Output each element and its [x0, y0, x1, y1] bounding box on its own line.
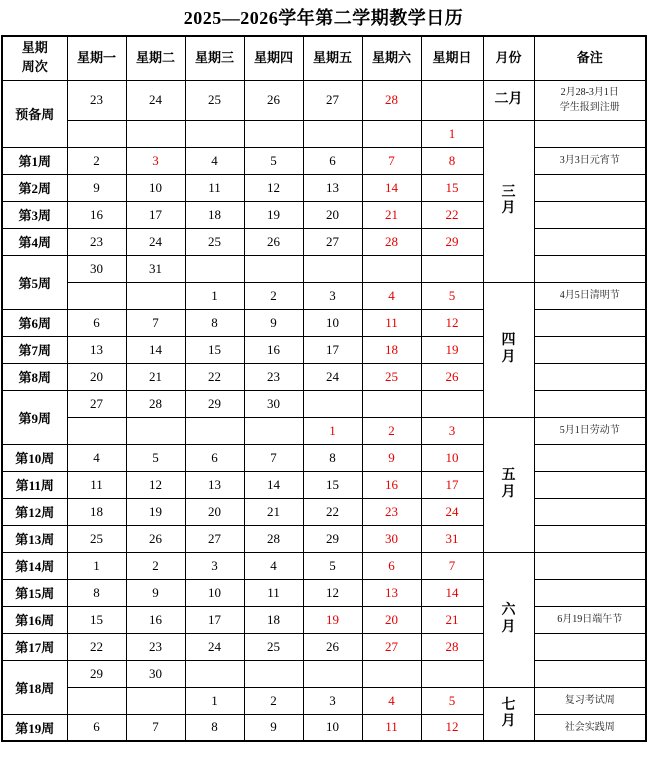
week-cell: 第8周: [2, 363, 67, 390]
header-row: [2, 36, 646, 80]
day-cell: 21: [244, 498, 303, 525]
table-row: [2, 714, 646, 741]
day-cell: 25: [244, 633, 303, 660]
day-cell: 18: [244, 606, 303, 633]
day-cell: 1: [67, 552, 126, 579]
day-cell: 10: [303, 309, 362, 336]
day-cell: 30: [67, 255, 126, 282]
day-cell: 21: [421, 606, 483, 633]
day-cell: [126, 417, 185, 444]
week-cell: 第16周: [2, 606, 67, 633]
day-cell: [67, 687, 126, 714]
day-cell: [185, 120, 244, 147]
note-cell: [534, 660, 646, 687]
week-cell: 第13周: [2, 525, 67, 552]
day-cell: 11: [362, 714, 421, 741]
day-cell: 20: [303, 201, 362, 228]
day-cell: 14: [244, 471, 303, 498]
month-cell: 五 月: [483, 417, 534, 552]
day-cell: 24: [185, 633, 244, 660]
day-header-cell: 星期三: [185, 36, 244, 80]
day-cell: 25: [185, 228, 244, 255]
month-header-cell: 月份: [483, 36, 534, 80]
day-cell: 4: [362, 687, 421, 714]
day-cell: 28: [244, 525, 303, 552]
table-row: [2, 417, 646, 444]
table-row: [2, 309, 646, 336]
day-cell: 11: [185, 174, 244, 201]
day-cell: 10: [421, 444, 483, 471]
day-cell: 3: [185, 552, 244, 579]
day-cell: 19: [421, 336, 483, 363]
day-cell: [303, 255, 362, 282]
day-cell: 1: [303, 417, 362, 444]
day-cell: [244, 660, 303, 687]
day-cell: 6: [67, 714, 126, 741]
day-cell: 7: [362, 147, 421, 174]
day-cell: 7: [244, 444, 303, 471]
table-row: [2, 282, 646, 309]
day-cell: 14: [421, 579, 483, 606]
day-cell: 4: [362, 282, 421, 309]
calendar-table: [1, 35, 647, 742]
day-cell: 26: [303, 633, 362, 660]
table-row: [2, 579, 646, 606]
note-cell: [534, 471, 646, 498]
table-row: [2, 201, 646, 228]
day-cell: 7: [126, 714, 185, 741]
note-cell: 4月5日清明节: [534, 282, 646, 309]
day-cell: 21: [362, 201, 421, 228]
day-cell: 28: [126, 390, 185, 417]
day-cell: 16: [244, 336, 303, 363]
note-cell: 社会实践周: [534, 714, 646, 741]
week-cell: 第2周: [2, 174, 67, 201]
day-cell: 25: [67, 525, 126, 552]
day-cell: 8: [67, 579, 126, 606]
day-cell: 5: [421, 687, 483, 714]
day-cell: 26: [126, 525, 185, 552]
day-cell: 8: [421, 147, 483, 174]
month-cell: 四 月: [483, 282, 534, 417]
day-cell: 24: [126, 80, 185, 120]
day-cell: 20: [185, 498, 244, 525]
day-cell: 1: [185, 687, 244, 714]
day-cell: [67, 120, 126, 147]
calendar-body: [2, 80, 646, 741]
day-cell: 12: [421, 714, 483, 741]
day-cell: 20: [362, 606, 421, 633]
day-cell: 17: [421, 471, 483, 498]
day-cell: 17: [126, 201, 185, 228]
note-cell: [534, 309, 646, 336]
day-cell: 9: [67, 174, 126, 201]
day-cell: 3: [303, 282, 362, 309]
week-cell: 第19周: [2, 714, 67, 741]
week-cell: 第5周: [2, 255, 67, 309]
day-cell: 28: [362, 228, 421, 255]
day-cell: 13: [185, 471, 244, 498]
day-cell: 29: [303, 525, 362, 552]
week-cell: 第3周: [2, 201, 67, 228]
day-cell: 16: [67, 201, 126, 228]
day-cell: 23: [362, 498, 421, 525]
day-cell: 30: [362, 525, 421, 552]
day-cell: [303, 660, 362, 687]
day-cell: 12: [421, 309, 483, 336]
day-cell: 17: [185, 606, 244, 633]
day-cell: 31: [421, 525, 483, 552]
day-cell: 2: [126, 552, 185, 579]
month-cell: 三 月: [483, 120, 534, 282]
day-cell: 24: [421, 498, 483, 525]
day-cell: 15: [303, 471, 362, 498]
day-cell: [185, 417, 244, 444]
day-cell: 19: [126, 498, 185, 525]
day-cell: [244, 255, 303, 282]
table-row: [2, 687, 646, 714]
day-cell: 7: [126, 309, 185, 336]
day-cell: 24: [126, 228, 185, 255]
day-cell: 12: [303, 579, 362, 606]
day-cell: 30: [244, 390, 303, 417]
table-row: [2, 363, 646, 390]
note-cell: [534, 120, 646, 147]
day-cell: 15: [67, 606, 126, 633]
day-cell: 16: [362, 471, 421, 498]
day-cell: 26: [244, 80, 303, 120]
note-cell: [534, 444, 646, 471]
day-cell: 23: [244, 363, 303, 390]
day-cell: 27: [303, 228, 362, 255]
day-cell: 8: [185, 309, 244, 336]
week-cell: 第18周: [2, 660, 67, 714]
day-cell: 24: [303, 363, 362, 390]
note-cell: [534, 579, 646, 606]
day-cell: 5: [303, 552, 362, 579]
day-cell: 8: [303, 444, 362, 471]
day-cell: 25: [185, 80, 244, 120]
day-cell: [362, 120, 421, 147]
table-row: [2, 660, 646, 687]
week-cell: 第9周: [2, 390, 67, 444]
week-cell: 第4周: [2, 228, 67, 255]
table-row: [2, 336, 646, 363]
day-cell: 6: [67, 309, 126, 336]
week-cell: 第15周: [2, 579, 67, 606]
day-header-cell: 星期日: [421, 36, 483, 80]
day-header-cell: 星期五: [303, 36, 362, 80]
table-row: [2, 633, 646, 660]
day-cell: [126, 282, 185, 309]
day-cell: 19: [244, 201, 303, 228]
day-cell: [421, 255, 483, 282]
week-cell: 第14周: [2, 552, 67, 579]
day-cell: 11: [362, 309, 421, 336]
day-cell: 25: [362, 363, 421, 390]
table-row: [2, 174, 646, 201]
table-row: [2, 606, 646, 633]
day-cell: 9: [362, 444, 421, 471]
week-cell: 第6周: [2, 309, 67, 336]
day-cell: 4: [185, 147, 244, 174]
day-cell: 3: [303, 687, 362, 714]
day-cell: [244, 417, 303, 444]
note-cell: [534, 336, 646, 363]
table-row: [2, 525, 646, 552]
day-cell: 27: [303, 80, 362, 120]
day-cell: 22: [421, 201, 483, 228]
table-row: [2, 147, 646, 174]
day-cell: 6: [185, 444, 244, 471]
day-cell: 23: [126, 633, 185, 660]
note-cell: 2月28-3月1日 学生报到注册: [534, 80, 646, 120]
day-cell: [362, 390, 421, 417]
table-row: [2, 120, 646, 147]
note-cell: [534, 255, 646, 282]
day-cell: 23: [67, 80, 126, 120]
day-cell: 29: [185, 390, 244, 417]
week-cell: 第11周: [2, 471, 67, 498]
note-cell: 复习考试周: [534, 687, 646, 714]
note-cell: [534, 228, 646, 255]
day-cell: 29: [67, 660, 126, 687]
day-cell: 30: [126, 660, 185, 687]
day-cell: 22: [67, 633, 126, 660]
day-cell: 20: [67, 363, 126, 390]
day-cell: 3: [126, 147, 185, 174]
week-cell: 第10周: [2, 444, 67, 471]
day-cell: 12: [244, 174, 303, 201]
day-cell: 2: [244, 282, 303, 309]
day-cell: 27: [362, 633, 421, 660]
table-row: [2, 498, 646, 525]
day-cell: [126, 687, 185, 714]
day-cell: 12: [126, 471, 185, 498]
day-cell: 9: [244, 309, 303, 336]
calendar-header: [2, 36, 646, 80]
month-cell: 六 月: [483, 552, 534, 687]
table-row: [2, 444, 646, 471]
day-cell: 29: [421, 228, 483, 255]
day-cell: 6: [303, 147, 362, 174]
day-cell: 17: [303, 336, 362, 363]
day-cell: 13: [303, 174, 362, 201]
month-cell: 七 月: [483, 687, 534, 741]
note-cell: [534, 525, 646, 552]
day-cell: [67, 282, 126, 309]
day-cell: [303, 120, 362, 147]
day-cell: 14: [362, 174, 421, 201]
day-cell: 9: [126, 579, 185, 606]
day-cell: 14: [126, 336, 185, 363]
day-cell: 7: [421, 552, 483, 579]
week-cell: 第12周: [2, 498, 67, 525]
day-cell: 23: [67, 228, 126, 255]
day-cell: 2: [67, 147, 126, 174]
day-cell: 2: [244, 687, 303, 714]
note-cell: [534, 633, 646, 660]
day-cell: 8: [185, 714, 244, 741]
note-cell: [534, 363, 646, 390]
table-row: [2, 228, 646, 255]
table-row: [2, 80, 646, 120]
day-cell: 3: [421, 417, 483, 444]
day-header-cell: 星期二: [126, 36, 185, 80]
day-cell: 26: [244, 228, 303, 255]
note-cell: 3月3日元宵节: [534, 147, 646, 174]
day-cell: 16: [126, 606, 185, 633]
corner-header-cell: 星期 周次: [2, 36, 67, 80]
note-cell: 6月19日端午节: [534, 606, 646, 633]
day-cell: 11: [67, 471, 126, 498]
day-cell: [362, 255, 421, 282]
note-cell: [534, 174, 646, 201]
day-cell: 28: [421, 633, 483, 660]
note-cell: 5月1日劳动节: [534, 417, 646, 444]
week-cell: 第17周: [2, 633, 67, 660]
day-cell: [185, 255, 244, 282]
month-cell: 二月: [483, 80, 534, 120]
day-cell: [185, 660, 244, 687]
note-cell: [534, 390, 646, 417]
day-cell: 1: [421, 120, 483, 147]
day-cell: 11: [244, 579, 303, 606]
day-cell: [362, 660, 421, 687]
week-cell: 第7周: [2, 336, 67, 363]
day-cell: [126, 120, 185, 147]
day-cell: 6: [362, 552, 421, 579]
day-cell: 22: [303, 498, 362, 525]
day-cell: 13: [362, 579, 421, 606]
day-cell: [303, 390, 362, 417]
day-cell: [244, 120, 303, 147]
day-cell: 5: [126, 444, 185, 471]
day-cell: 18: [185, 201, 244, 228]
day-cell: [67, 417, 126, 444]
day-cell: [421, 80, 483, 120]
day-cell: 15: [185, 336, 244, 363]
day-cell: 5: [244, 147, 303, 174]
day-cell: 4: [244, 552, 303, 579]
day-cell: 10: [185, 579, 244, 606]
day-cell: 15: [421, 174, 483, 201]
day-header-cell: 星期六: [362, 36, 421, 80]
day-cell: 5: [421, 282, 483, 309]
day-cell: 18: [362, 336, 421, 363]
day-cell: 1: [185, 282, 244, 309]
day-cell: 10: [303, 714, 362, 741]
day-cell: 22: [185, 363, 244, 390]
day-cell: 2: [362, 417, 421, 444]
day-cell: [421, 390, 483, 417]
table-row: [2, 552, 646, 579]
page-title: 2025—2026学年第二学期教学日历: [183, 8, 464, 28]
week-cell: 预备周: [2, 80, 67, 147]
note-cell: [534, 552, 646, 579]
day-cell: 9: [244, 714, 303, 741]
day-cell: 26: [421, 363, 483, 390]
day-cell: 10: [126, 174, 185, 201]
note-cell: [534, 498, 646, 525]
table-row: [2, 471, 646, 498]
day-cell: 21: [126, 363, 185, 390]
week-cell: 第1周: [2, 147, 67, 174]
day-header-cell: 星期一: [67, 36, 126, 80]
day-cell: 28: [362, 80, 421, 120]
note-cell: [534, 201, 646, 228]
day-cell: 27: [185, 525, 244, 552]
day-cell: 19: [303, 606, 362, 633]
table-row: [2, 255, 646, 282]
day-cell: 18: [67, 498, 126, 525]
day-cell: 27: [67, 390, 126, 417]
day-cell: 13: [67, 336, 126, 363]
day-cell: 4: [67, 444, 126, 471]
day-cell: [421, 660, 483, 687]
day-header-cell: 星期四: [244, 36, 303, 80]
day-cell: 31: [126, 255, 185, 282]
note-header-cell: 备注: [534, 36, 646, 80]
table-row: [2, 390, 646, 417]
